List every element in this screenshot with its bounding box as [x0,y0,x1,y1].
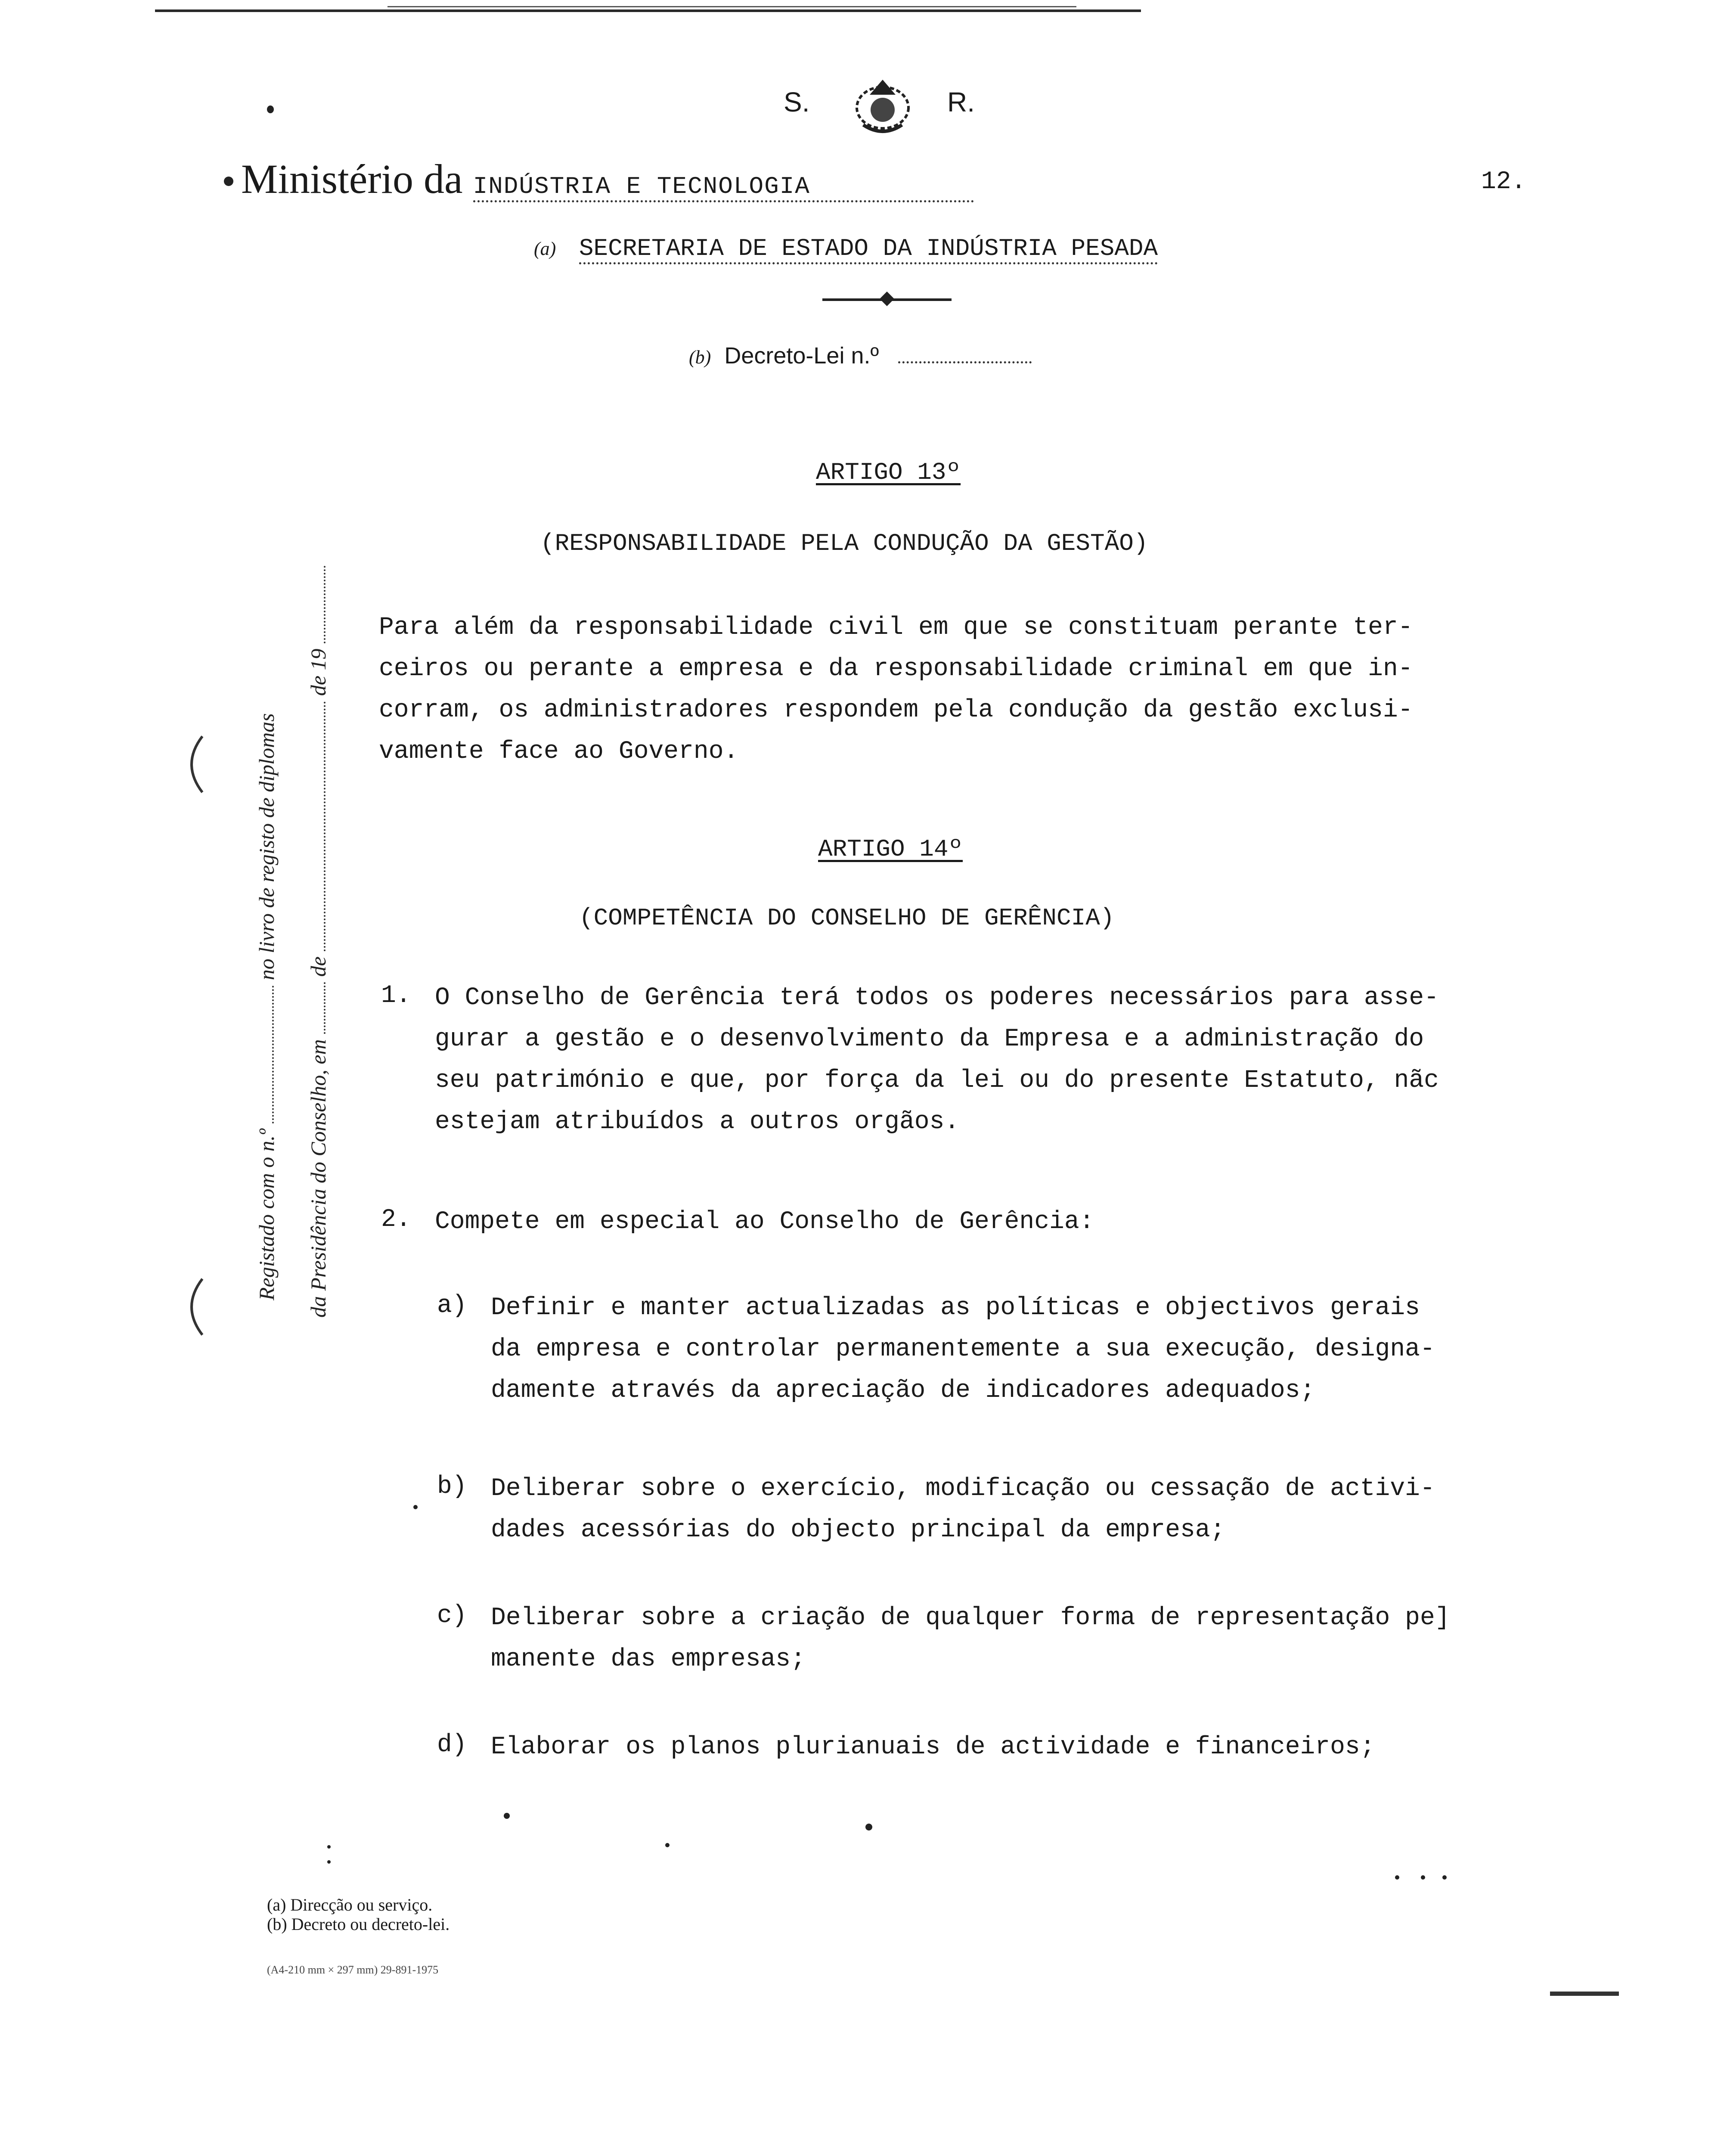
header-r-letter: R. [947,87,975,118]
coat-of-arms-seal [840,69,926,138]
scan-speck [865,1824,872,1830]
punch-hole-mark-lower [177,1275,224,1339]
subitem-c-paragraph [491,1598,1450,1680]
scan-speck [327,1860,331,1864]
article-14-title: (COMPETÊNCIA DO CONSELHO DE GERÊNCIA) [579,904,1115,932]
item-2-text: Compete em especial ao Conselho de Gerência: [435,1208,1094,1236]
ministry-name: INDÚSTRIA E TECNOLOGIA [473,173,974,202]
top-border-line-thin [388,6,1076,7]
subitem-c-letter: c) [437,1602,467,1630]
item-1-line: O Conselho de Gerência terá todos os poderes necessários para asse- [435,984,1439,1012]
scan-speck [327,1845,331,1849]
item-1-line: gurar a gestão e o desenvolvimento da Empresa e a administração do [435,1025,1424,1053]
subitem-d-paragraph [491,1727,1375,1768]
article-13-line: ceiros ou perante a empresa e da responsabilidade criminal em que in- [379,655,1413,683]
article-13-line: vamente face ao Governo. [379,738,739,766]
margin-presidency-a: da Presidência do Conselho, em [306,1039,330,1318]
decree-number-blank [898,361,1032,363]
margin-presidency-b: de [306,956,330,977]
top-border-line [155,9,1141,12]
subitem-b-paragraph [491,1468,1435,1551]
ministry-line [241,155,974,203]
scan-speck [504,1813,510,1819]
article-14-heading: ARTIGO 14º [818,835,963,863]
subitem-c-line: manente das empresas; [491,1645,806,1673]
subitem-b-letter: b) [437,1473,467,1501]
margin-presidency-c: de 19 [306,648,330,696]
secretariat-name: SECRETARIA DE ESTADO DA INDÚSTRIA PESADA [579,235,1158,264]
scan-speck [1421,1875,1425,1880]
margin-register-a: Registado com o n.º [254,1129,279,1300]
subitem-a-line: damente através da apreciação de indicadores adequados; [491,1377,1315,1405]
secretariat-line [534,235,1158,262]
secretariat-marker: (a) [534,238,556,259]
scan-speck [224,177,233,186]
decree-marker: (b) [689,347,711,368]
article-13-line: corram, os administradores respondem pela condução da gestão exclusi- [379,696,1413,724]
article-13-title: (RESPONSABILIDADE PELA CONDUÇÃO DA GESTÃO) [540,530,1148,557]
item-2-number: 2. [381,1206,411,1234]
ornament-diamond [880,292,894,306]
footnote-b: (b) Decreto ou decreto-lei. [267,1914,450,1934]
item-1-paragraph [435,977,1439,1143]
scan-speck [413,1505,418,1509]
item-1-line: seu património e que, por força da lei ou do presente Estatuto, nãc [435,1067,1439,1095]
printer-imprint: (A4-210 mm × 297 mm) 29-891-1975 [267,1964,439,1976]
subitem-b-line: dades acessórias do objecto principal da empresa; [491,1516,1225,1544]
decree-line [689,342,1032,369]
ministry-label: Ministério da [241,156,463,202]
footnote-a: (a) Direcção ou serviço. [267,1895,433,1914]
subitem-d-letter: d) [437,1731,467,1759]
subitem-a-line: Definir e manter actualizadas as políticas e objectivos gerais [491,1294,1420,1322]
article-13-paragraph [379,607,1413,772]
header-s-letter: S. [784,87,810,118]
decree-label: Decreto-Lei n.º [724,343,879,369]
punch-hole-mark-upper [177,732,215,797]
article-13-heading: ARTIGO 13º [816,459,961,486]
article-13-line: Para além da responsabilidade civil em que se constituam perante ter- [379,614,1413,642]
subitem-a-letter: a) [437,1292,467,1320]
scan-speck [665,1843,670,1847]
scan-edge-mark [1550,1992,1619,1996]
margin-register-line [254,713,279,1300]
subitem-d-line: Elaborar os planos plurianuais de actividade e financeiros; [491,1733,1375,1761]
scan-speck [267,105,274,113]
item-1-number: 1. [381,982,411,1010]
margin-register-b: no livro de registo de diplomas [254,713,279,980]
subitem-c-line: Deliberar sobre a criação de qualquer forma de representação pe] [491,1604,1450,1632]
subitem-a-line: da empresa e controlar permanentemente a sua execução, designa- [491,1335,1435,1363]
page-number: 12. [1481,168,1526,196]
margin-presidency-line [306,566,331,1318]
subitem-a-paragraph [491,1287,1435,1412]
scan-speck [1395,1875,1399,1880]
subitem-b-line: Deliberar sobre o exercício, modificação ou cessação de activi- [491,1475,1435,1503]
item-1-line: estejam atribuídos a outros orgãos. [435,1108,960,1136]
scan-speck [1442,1875,1447,1880]
